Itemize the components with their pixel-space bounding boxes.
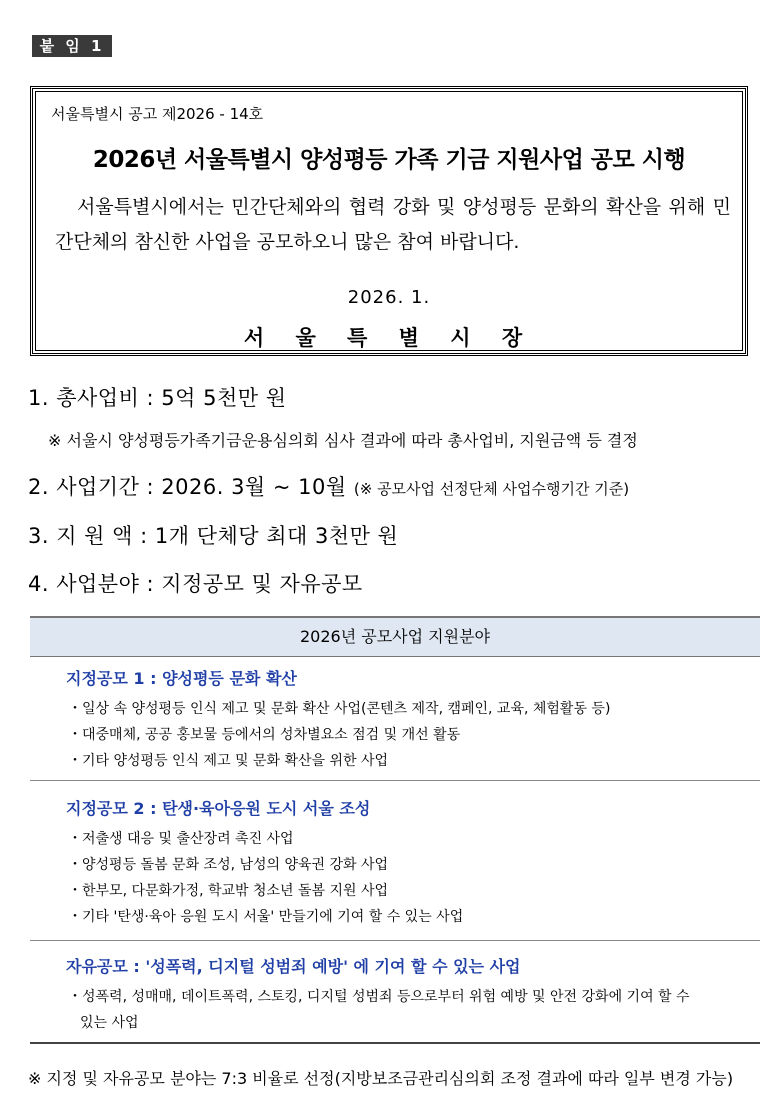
footnote: ※ 지정 및 자유공모 분야는 7:3 비율로 선정(지방보조금관리심의회 조정 결과에 따라 일부 변경 가능) [28,1069,734,1088]
list-item: ・한부모, 다문화가정, 학교밖 청소년 돌봄 지원 사업 [68,883,389,899]
item-amount: 3. 지 원 액 : 1개 단체당 최대 3천만 원 [28,524,399,548]
list-item: ・대중매체, 공공 홍보물 등에서의 성차별요소 점검 및 개선 활동 [68,727,461,743]
section-title-2: 지정공모 2 : 탄생·육아응원 도시 서울 조성 [66,799,371,818]
item-period-note: (※ 공모사업 선정단체 사업수행기간 기준) [353,480,630,498]
notice-title: 2026년 서울특별시 양성평등 가족 기금 지원사업 공모 시행 [92,147,686,173]
notice-box [30,86,748,356]
list-item: ・기타 양성평등 인식 제고 및 문화 확산을 위한 사업 [68,753,389,769]
support-field-table [30,616,760,1031]
item-budget: 1. 총사업비 : 5억 5천만 원 [28,386,287,410]
table-bottom-rule [30,1042,760,1044]
list-item: ・저출생 대응 및 출산장려 촉진 사업 [68,831,294,847]
list-item: ・기타 '탄생·육아 응원 도시 서울' 만들기에 기여 할 수 있는 사업 [68,909,464,925]
table-header: 2026년 공모사업 지원분야 [30,616,760,657]
notice-date: 2026. 1. [347,287,431,308]
item-field: 4. 사업분야 : 지정공모 및 자유공모 [28,572,363,596]
item-period-text: 2. 사업기간 : 2026. 3월 ~ 10월 [28,475,347,499]
notice-body: 서울특별시에서는 민간단체와의 협력 강화 및 양성평등 문화의 확산을 위해 민간단체의 참신한 사업을 공모하오니 많은 참여 바랍니다. [55,196,731,253]
section-title-1: 지정공모 1 : 양성평등 문화 확산 [66,669,297,688]
notice-number: 서울특별시 공고 제2026 - 14호 [51,105,264,123]
list-item: ・일상 속 양성평등 인식 제고 및 문화 확산 사업(콘텐츠 제작, 캠페인, 교육, 체험활동 등) [68,701,611,717]
list-item: ・성폭력, 성매매, 데이트폭력, 스토킹, 디지털 성범죄 등으로부터 위험 예방 및 안전 강화에 기여 할 수 [68,989,690,1005]
list-item-continuation: 있는 사업 [80,1015,139,1031]
item-period [28,471,629,501]
section-divider [30,940,760,941]
section-divider [30,780,760,781]
notice-signature: 서 울 특 별 시 장 [243,326,535,350]
budget-note: ※ 서울시 양성평등가족기금운용심의회 심사 결과에 따라 총사업비, 지원금액 등 결정 [48,431,638,450]
section-title-3: 자유공모 : '성폭력, 디지털 성범죄 예방' 에 기여 할 수 있는 사업 [66,957,521,976]
attachment-tag: 붙 임 1 [32,35,112,57]
list-item: ・양성평등 돌봄 문화 조성, 남성의 양육권 강화 사업 [68,857,389,873]
